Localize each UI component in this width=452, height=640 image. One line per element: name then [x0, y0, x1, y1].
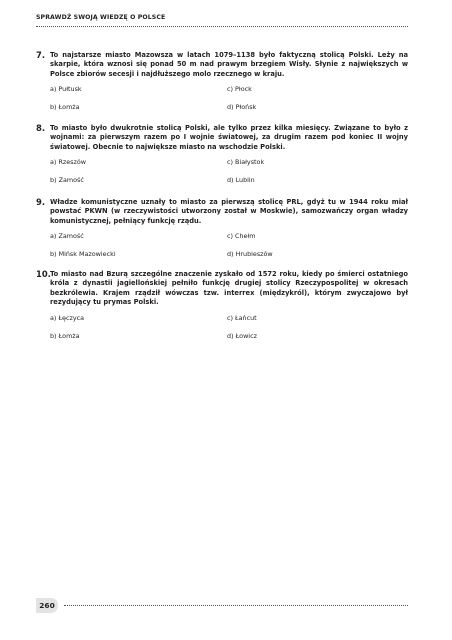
question-text: To najstarsze miasto Mazowsza w latach 1079–1138 było faktyczną stolicą Polski. Leży na skarpie, która wznosi się ponad 50 m nad prawym brzegiem Wisły. Słynie z największych w Polsce zbiorów secesji i najdłuższego molo rzecznego w kraju.: [50, 51, 408, 78]
answer-option-c[interactable]: c) Chełm: [227, 232, 256, 241]
answer-option-a[interactable]: a) Zamość: [50, 232, 84, 241]
question-10: [36, 270, 408, 340]
footer-dotted-rule: [64, 605, 408, 606]
question-number: 10.: [36, 269, 51, 279]
question-8: [36, 124, 408, 184]
answer-options: [50, 158, 408, 184]
question-text: To miasto było dwukrotnie stolicą Polski, ale tylko przez kilka miesięcy. Związane to było z wojnami: za pierwszym razem po I wojnie światowej, za drugim razem pod koniec II wojny światowej. Obecnie to największe miasto na wschodzie Polski.: [50, 124, 408, 151]
question-number: 7.: [36, 50, 46, 60]
question-text: Władze komunistyczne uznały to miasto za pierwszą stolicę PRL, gdyż tu w 1944 roku miał powstać PKWN (w rzeczywistości utworzony został w Moskwie), samozwańczy organ władzy komunistycznej, pełniący funkcję rządu.: [50, 198, 408, 225]
answer-option-c[interactable]: c) Łańcut: [227, 313, 257, 322]
question-text: To miasto nad Bzurą szczególne znaczenie zyskało od 1572 roku, kiedy po śmierci ostatniego króla z dynastii jagiellońskiej pełniło funkcję drugiej stolicy Rzeczypospolitej w okresach bezkrólewia. Krajem rządził wówczas tzw. interrex (międzykról), którym zwyczajowo był rezydujący tu prymas Polski.: [50, 270, 408, 307]
answer-option-b[interactable]: b) Zamość: [50, 176, 84, 185]
question-7: [36, 51, 408, 111]
answer-options: [50, 232, 408, 258]
answer-option-d[interactable]: d) Łowicz: [227, 331, 257, 340]
question-number: 9.: [36, 197, 46, 207]
answer-option-d[interactable]: d) Hrubieszów: [227, 250, 273, 259]
question-number: 8.: [36, 123, 46, 133]
header-dotted-rule: [36, 26, 408, 27]
answer-option-a[interactable]: a) Rzeszów: [50, 158, 86, 167]
answer-option-c[interactable]: c) Płock: [227, 85, 252, 94]
running-header: SPRAWDŹ SWOJĄ WIEDZĘ O POLSCE: [36, 14, 166, 21]
answer-option-b[interactable]: b) Łomża: [50, 331, 80, 340]
answer-option-c[interactable]: c) Białystok: [227, 158, 265, 167]
answer-option-d[interactable]: d) Lublin: [227, 176, 255, 185]
answer-option-d[interactable]: d) Płońsk: [227, 103, 257, 112]
answer-options: [50, 85, 408, 111]
answer-option-a[interactable]: a) Pułtusk: [50, 85, 82, 94]
answer-option-a[interactable]: a) Łęczyca: [50, 313, 85, 322]
question-9: [36, 198, 408, 258]
answer-option-b[interactable]: b) Łomża: [50, 103, 80, 112]
page-number: 260: [36, 598, 58, 613]
answer-option-b[interactable]: b) Mińsk Mazowiecki: [50, 250, 116, 259]
answer-options: [50, 314, 408, 340]
